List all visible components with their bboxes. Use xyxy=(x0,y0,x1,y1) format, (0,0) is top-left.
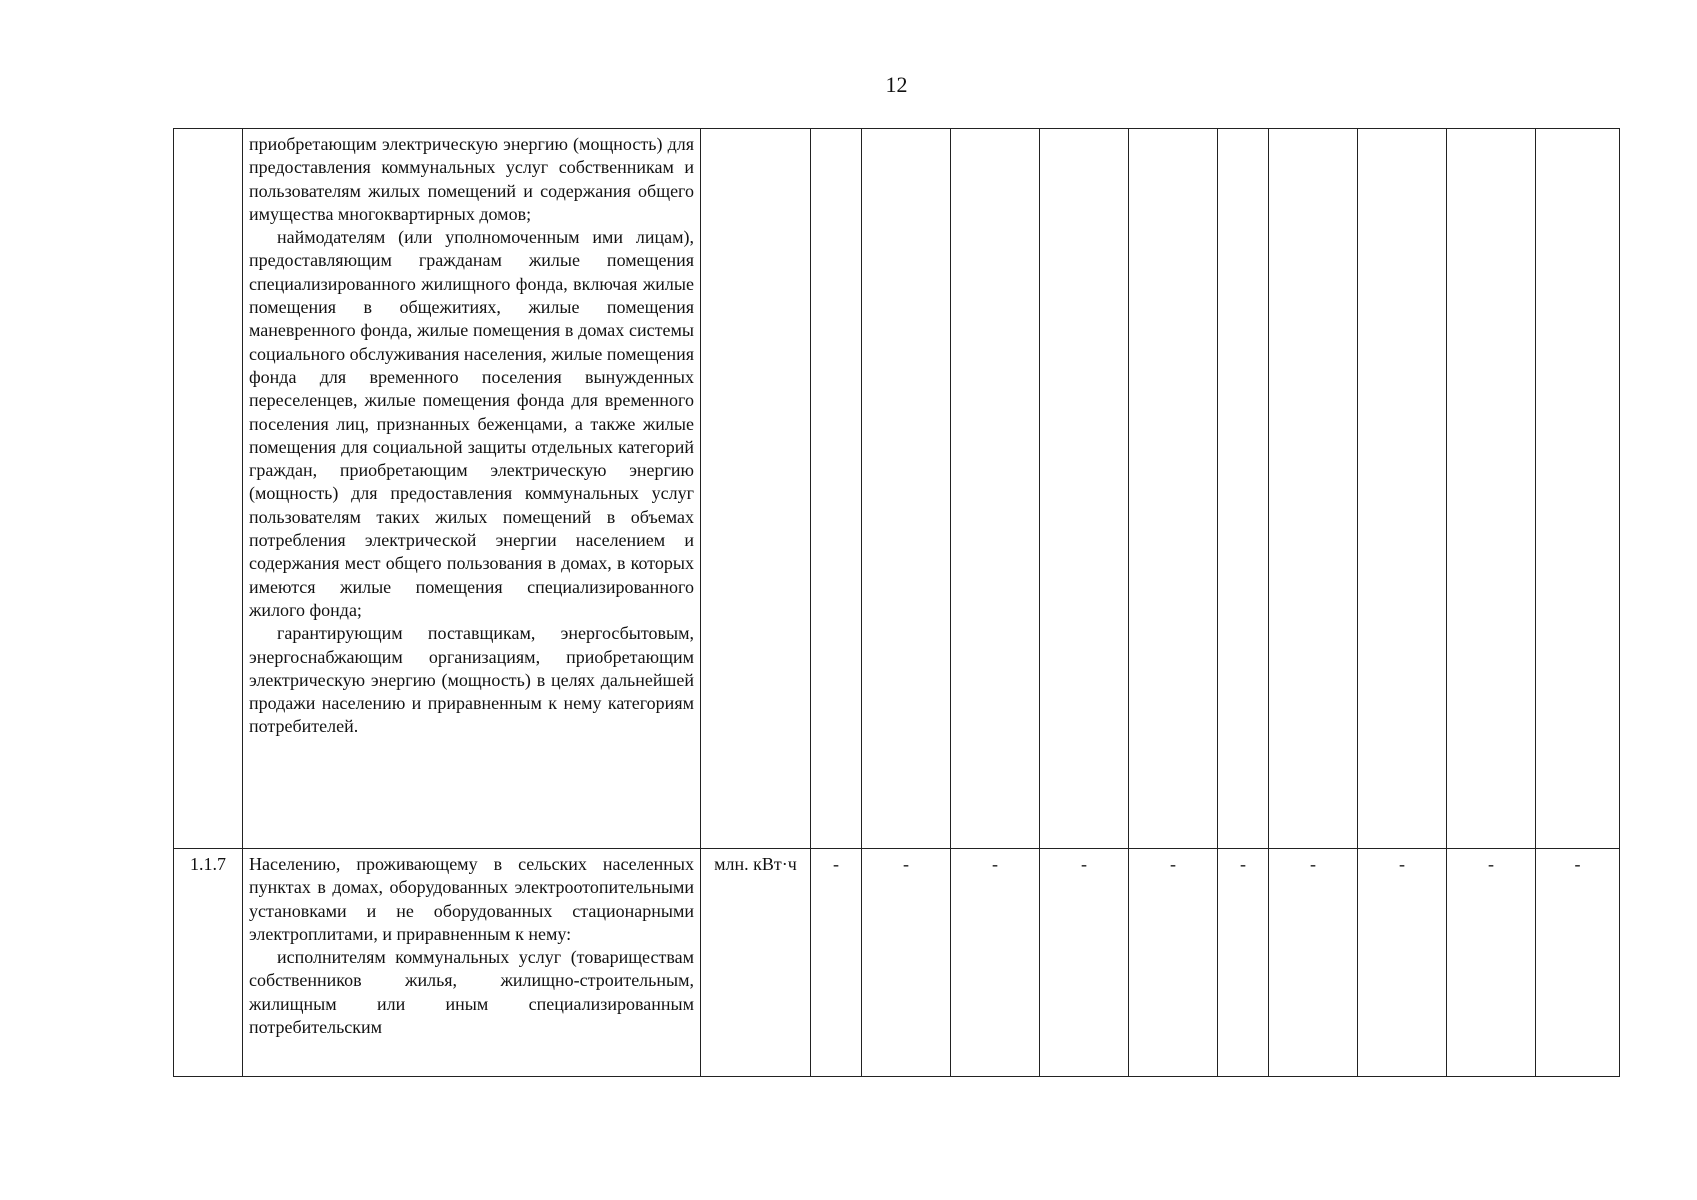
value-cell xyxy=(1536,129,1620,849)
value-cell: - xyxy=(862,849,951,1077)
value-cell xyxy=(1218,129,1269,849)
row-unit xyxy=(701,129,811,849)
table-row xyxy=(174,129,1620,849)
value-cell xyxy=(1269,129,1358,849)
value-cell xyxy=(1447,129,1536,849)
table-row xyxy=(174,849,1620,1077)
row-number xyxy=(174,129,243,849)
value-cell: - xyxy=(1358,849,1447,1077)
row-unit: млн. кВт·ч xyxy=(701,849,811,1077)
description-paragraph: исполнителям коммунальных услуг (товариществам собственников жилья, жилищно-строительным, жилищным или иным специализированным потребительским xyxy=(249,947,694,1038)
row-number: 1.1.7 xyxy=(174,849,243,1077)
value-cell: - xyxy=(811,849,862,1077)
value-cell: - xyxy=(1269,849,1358,1077)
value-cell: - xyxy=(1447,849,1536,1077)
value-cell: - xyxy=(1536,849,1620,1077)
value-cell: - xyxy=(1129,849,1218,1077)
value-cell xyxy=(811,129,862,849)
row-description xyxy=(243,129,701,849)
value-cell xyxy=(951,129,1040,849)
value-cell: - xyxy=(951,849,1040,1077)
description-paragraph: наймодателям (или уполномоченным ими лицам), предоставляющим гражданам жилые помещения специализированного жилищного фонда, включая жилые помещения в общежитиях, жилые помещения маневренного фонда, жилые помещения в домах системы социального обслуживания населения, жилые помещения фонда для временного поселения вынужденных переселенцев, жилые помещения фонда для временного поселения лиц, признанных беженцами, а также жилые помещения для социальной защиты отдельных категорий граждан, приобретающим электрическую энергию (мощность) для предоставления коммунальных услуг пользователям таких жилых помещений в объемах потребления электрической энергии населением и содержания мест общего пользования в домах, в которых имеются жилые помещения специализированного жилого фонда; xyxy=(249,227,694,620)
value-cell: - xyxy=(1040,849,1129,1077)
value-cell xyxy=(1040,129,1129,849)
row-description xyxy=(243,849,701,1077)
page-number: 12 xyxy=(885,72,908,97)
description-paragraph: Населению, проживающему в сельских населенных пунктах в домах, оборудованных электроотопительными установками и не оборудованных стационарными электроплитами, и приравненным к нему: xyxy=(249,854,694,944)
value-cell xyxy=(862,129,951,849)
tariff-table xyxy=(173,128,1620,1077)
value-cell xyxy=(1358,129,1447,849)
value-cell: - xyxy=(1218,849,1269,1077)
description-paragraph: гарантирующим поставщикам, энергосбытовым, энергоснабжающим организациям, приобретающим электрическую энергию (мощность) в целях дальнейшей продажи населению и приравненным к нему категориям потребителей. xyxy=(249,623,694,737)
description-paragraph: приобретающим электрическую энергию (мощность) для предоставления коммунальных услуг собственникам и пользователям жилых помещений и содержания общего имущества многоквартирных домов; xyxy=(249,134,694,224)
value-cell xyxy=(1129,129,1218,849)
